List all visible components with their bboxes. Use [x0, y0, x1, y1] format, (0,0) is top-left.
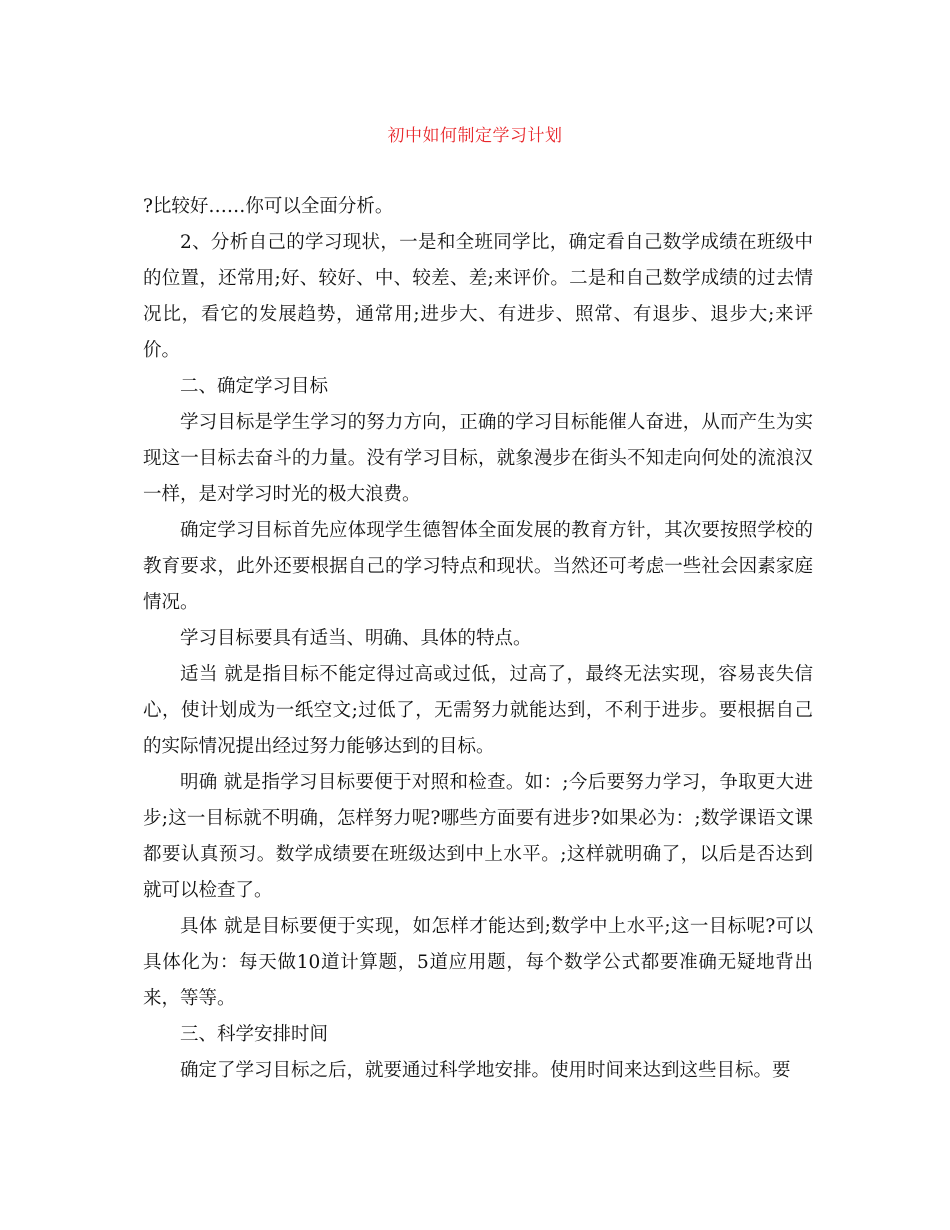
section-heading-time: 三、科学安排时间 — [180, 1024, 329, 1045]
paragraph-concrete: 具体 就是目标要便于实现，如怎样才能达到;数学中上水平;这一目标呢?可以具体化为：每天做10道计算题，5道应用题，每个数学公式都要准确无疑地背出来，等等。 — [143, 916, 813, 1009]
paragraph-time: 确定了学习目标之后，就要通过科学地安排。使用时间来达到这些目标。要 — [180, 1060, 791, 1081]
paragraph-goal-meaning: 学习目标是学生学习的努力方向，正确的学习目标能催人奋进，从而产生为实现这一目标去奋斗的力量。没有学习目标，就象漫步在街头不知走向何处的流浪汉一样，是对学习时光的极大浪费。 — [143, 412, 813, 505]
paragraph-goal-traits: 学习目标要具有适当、明确、具体的特点。 — [180, 628, 532, 649]
paragraph-analysis: 2、分析自己的学习现状，一是和全班同学比，确定看自己数学成绩在班级中的位置，还常用;好、较好、中、较差、差;来评价。二是和自己数学成绩的过去情况比，看它的发展趋势，通常用;进步大、有进步、照常、有退步、退步大;来评价。 — [143, 232, 813, 361]
paragraph-appropriate: 适当 就是指目标不能定得过高或过低，过高了，最终无法实现，容易丧失信心，使计划成为一纸空文;过低了，无需努力就能达到，不利于进步。要根据自己的实际情况提出经过努力能够达到的目标。 — [143, 664, 813, 757]
paragraph-continuation: ?比较好……你可以全面分析。 — [143, 196, 394, 217]
paragraph-clear: 明确 就是指学习目标要便于对照和检查。如：;今后要努力学习，争取更大进步;这一目标就不明确，怎样努力呢?哪些方面要有进步?如果必为：;数学课语文课都要认真预习。数学成绩要在班级达到中上水平。;这样就明确了，以后是否达到就可以检查了。 — [143, 772, 813, 901]
document-body — [143, 189, 813, 1089]
document-title: 初中如何制定学习计划 — [387, 126, 563, 146]
paragraph-goal-basis: 确定学习目标首先应体现学生德智体全面发展的教育方针，其次要按照学校的教育要求，此外还要根据自己的学习特点和现状。当然还可考虑一些社会因素家庭情况。 — [143, 520, 813, 613]
section-heading-goals: 二、确定学习目标 — [180, 376, 329, 397]
